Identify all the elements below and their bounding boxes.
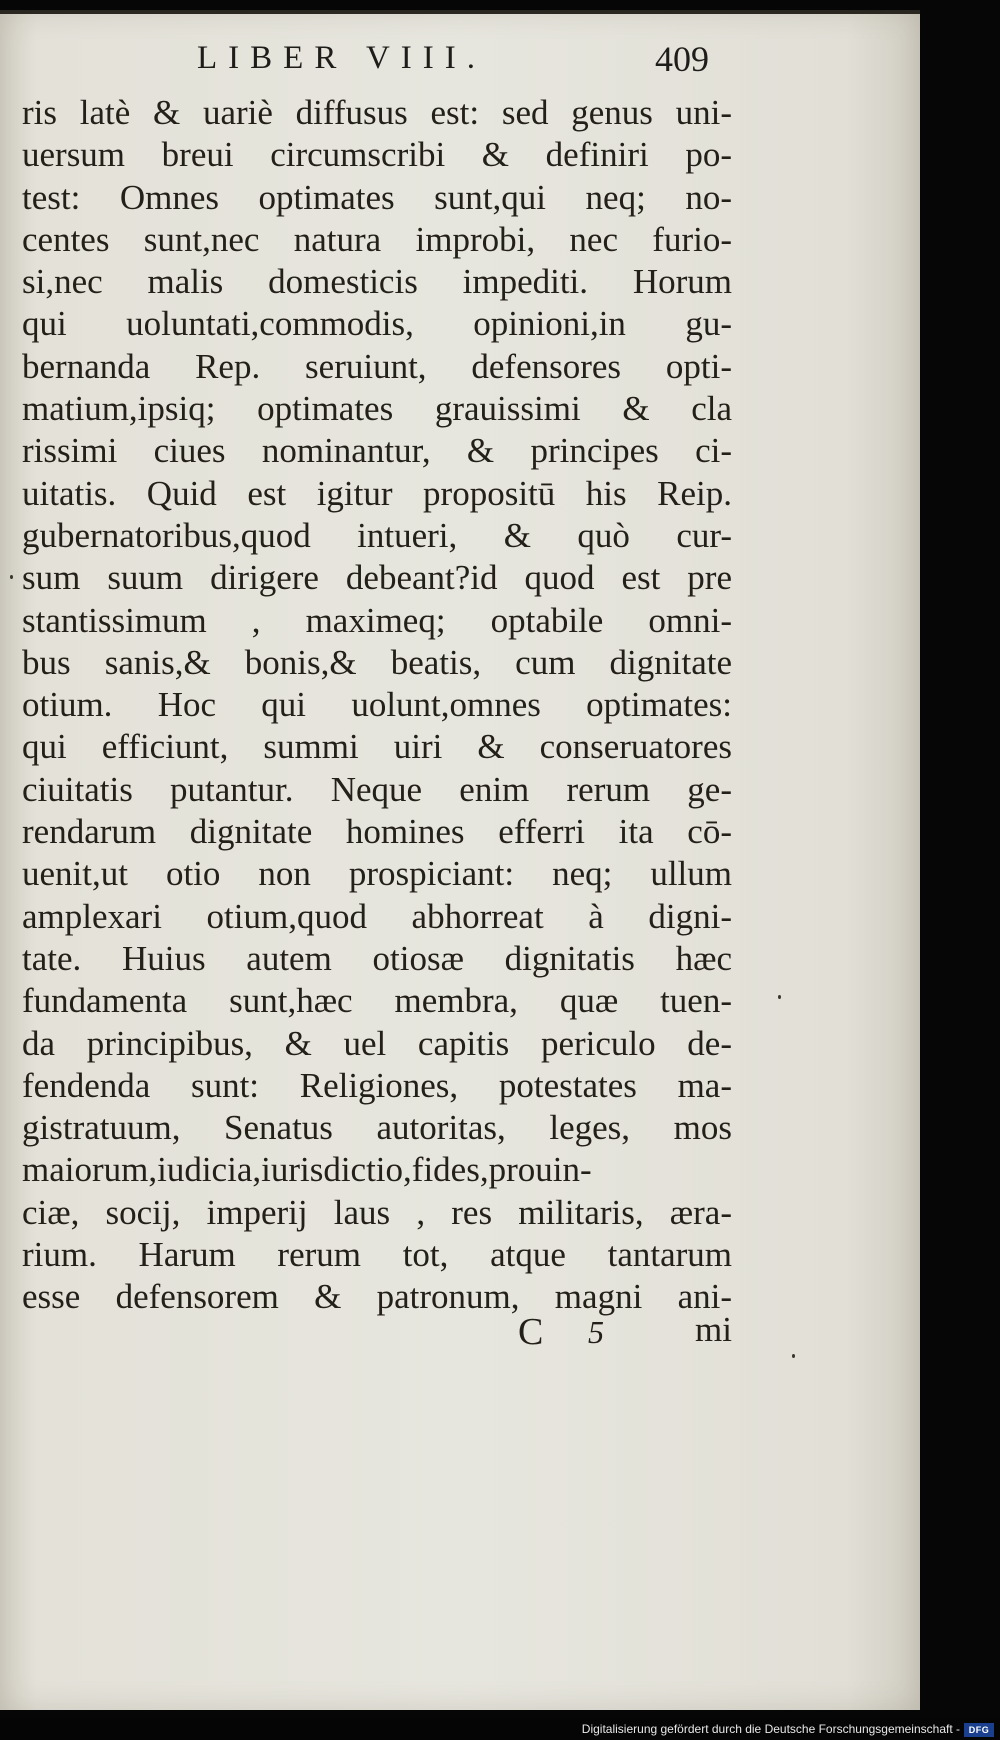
catchword: mi xyxy=(695,1310,732,1349)
text-line: uitatis. Quid est igitur propositū his Reip. xyxy=(22,473,732,513)
top-edge xyxy=(0,10,920,14)
text-line: esse defensorem & patronum, magni ani- xyxy=(22,1277,732,1317)
body-text xyxy=(22,92,732,1319)
text-line: bus sanis,& bonis,& beatis, cum dignitate xyxy=(22,642,732,682)
running-head: LIBER VIII. xyxy=(197,40,487,76)
digitization-credit-bar xyxy=(0,1718,1000,1740)
text-line: gistratuum, Senatus autoritas, leges, mos xyxy=(22,1108,732,1148)
signature-line xyxy=(22,1310,732,1352)
text-line: da principibus, & uel capitis periculo de- xyxy=(22,1023,732,1063)
text-line: rissimi ciues nominantur, & principes ci- xyxy=(22,431,732,471)
text-line: stantissimum , maximeq; optabile omni- xyxy=(22,600,732,640)
text-line: si,nec malis domesticis impediti. Horum xyxy=(22,262,732,302)
text-line: sum suum dirigere debeant?id quod est pre xyxy=(22,558,732,598)
paper-speck xyxy=(778,995,781,999)
text-line: matium,ipsiq; optimates grauissimi & cla xyxy=(22,389,732,429)
text-line: maiorum,iudicia,iurisdictio,fides,prouin- xyxy=(22,1150,592,1190)
text-line: tate. Huius autem otiosæ dignitatis hæc xyxy=(22,938,732,978)
text-line: bernanda Rep. seruiunt, defensores opti- xyxy=(22,346,732,386)
funding-credit: Digitalisierung gefördert durch die Deutsche Forschungsgemeinschaft - xyxy=(581,1722,960,1736)
text-line: gubernatoribus,quod intueri, & quò cur- xyxy=(22,515,732,555)
book-leaf xyxy=(0,10,920,1710)
text-line: test: Omnes optimates sunt,qui neq; no- xyxy=(22,177,732,217)
text-line: ciæ, socij, imperij laus , res militaris, æra- xyxy=(22,1192,732,1232)
text-line: rendarum dignitate homines efferri ita cō- xyxy=(22,812,732,852)
text-line: fendenda sunt: Religiones, potestates ma- xyxy=(22,1065,732,1105)
text-line: rium. Harum rerum tot, atque tantarum xyxy=(22,1235,732,1275)
text-line: uenit,ut otio non prospiciant: neq; ullum xyxy=(22,854,732,894)
paper-speck xyxy=(792,1354,795,1358)
text-line: amplexari otium,quod abhorreat à digni- xyxy=(22,896,732,936)
page-number: 409 xyxy=(655,39,709,79)
text-line: ris latè & uariè diffusus est: sed genus uni- xyxy=(22,93,732,132)
text-line: qui uoluntati,commodis, opinioni,in gu- xyxy=(22,304,732,344)
text-line: qui efficiunt, summi uiri & conseruatores xyxy=(22,727,732,767)
dfg-logo: DFG xyxy=(964,1723,994,1737)
text-line: uersum breui circumscribi & definiri po- xyxy=(22,135,732,175)
text-line: centes sunt,nec natura improbi, nec furio- xyxy=(22,219,732,259)
gathering-signature-number: 5 xyxy=(588,1314,604,1350)
paper-speck xyxy=(10,575,13,579)
text-line: ciuitatis putantur. Neque enim rerum ge- xyxy=(22,769,732,809)
text-line: otium. Hoc qui uolunt,omnes optimates: xyxy=(22,685,732,725)
text-line: fundamenta sunt,hæc membra, quæ tuen- xyxy=(22,981,732,1021)
gathering-signature: C xyxy=(518,1311,544,1353)
